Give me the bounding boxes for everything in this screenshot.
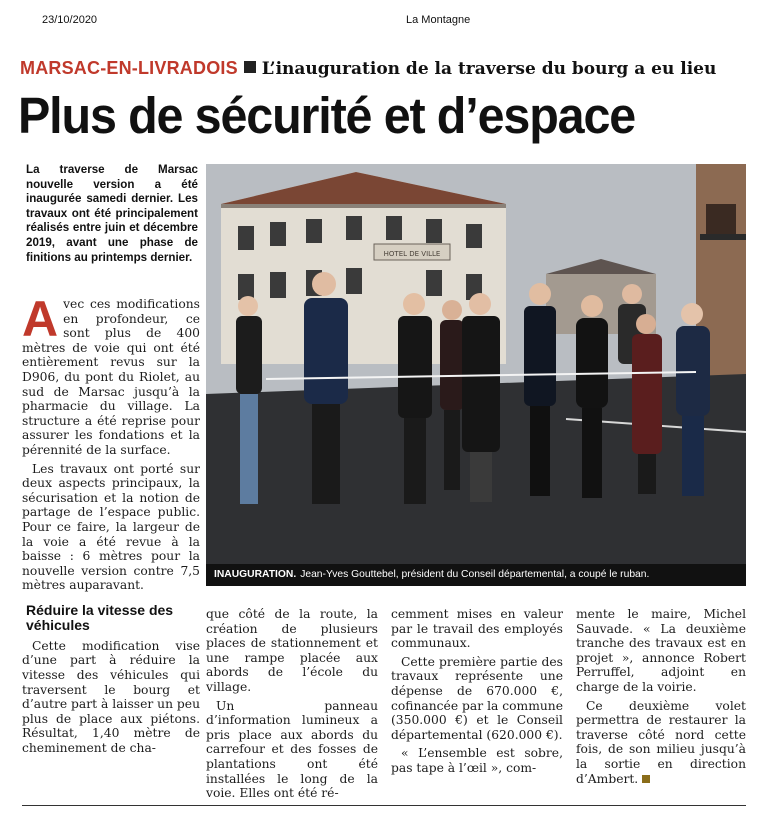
kicker-subtitle: L’inauguration de la traverse du bourg a eu lieu — [261, 59, 717, 79]
end-mark-icon — [642, 775, 650, 783]
kicker-place: MARSAC-EN-LIVRADOIS — [20, 58, 238, 78]
drop-cap: A — [22, 291, 59, 347]
article-column-3 — [391, 607, 563, 776]
col2-paragraph-1: que côté de la route, la création de plusieurs places de stationnement et une rampe placée aux abords de l’école du village. — [206, 607, 378, 694]
kicker-square-icon — [244, 61, 256, 73]
photo-illustration — [206, 164, 746, 564]
article-intro: La traverse de Marsac nouvelle version a été inaugurée samedi dernier. Les travaux ont été principalement réalisés entre juin et décembre 2019, avant une phase de finitions au printemps dernier. — [26, 163, 198, 264]
paragraph-1-text: vec ces modifications en profondeur, ce sont plus de 400 mètres de voie qui ont été entièrement revus sur la D906, du pont du Riolet, au sud de Marsac jusqu’à la pharmacie du village. La structure a été reprise pour assurer les fondations et la pérennité de la surface. — [22, 297, 200, 457]
page-header — [0, 14, 758, 30]
paragraph-1 — [22, 291, 200, 458]
article-headline: Plus de sécurité et d’espace — [18, 87, 636, 144]
article-kicker — [20, 58, 750, 84]
article-photo — [206, 164, 746, 586]
publication-name: La Montagne — [406, 14, 471, 26]
col4-paragraph-2 — [576, 699, 746, 787]
article-subheading: Réduire la vitesse des véhicules — [26, 601, 174, 633]
paragraph-3: Cette modification vise d’une part à réduire la vitesse des véhicules qui traversent le bourg et d’autre part à laisser un peu plus de place aux piétons. Résultat, 1,40 mètre de cheminement de cha- — [22, 638, 200, 756]
caption-text: Jean-Yves Gouttebel, président du Conseil départemental, a coupé le ruban. — [300, 569, 650, 580]
col3-paragraph-1: cemment mises en valeur par le travail des employés communaux. — [391, 607, 563, 651]
print-date: 23/10/2020 — [42, 14, 98, 26]
col4-paragraph-2-text: Ce deuxième volet permettra de restaurer la traverse côté nord cette fois, de son milieu jusqu’à la sortie en direction d’Ambert. — [576, 698, 746, 786]
article-column-2 — [206, 607, 378, 801]
caption-label: INAUGURATION. — [214, 569, 297, 580]
col2-paragraph-2: Un panneau d’information lumineux a pris place aux abords du carrefour et des fosses de plantations ont été installées le long de la voie. Elles ont été ré- — [206, 698, 378, 801]
col4-paragraph-1: mente le maire, Michel Sauvade. « La deuxième tranche des travaux est en projet », annonce Robert Perruffel, adjoint en charge de la voirie. — [576, 607, 746, 694]
col3-paragraph-2: Cette première partie des travaux représente une dépense de 670.000 €, cofinancée par la commune (350.000 €) et le Conseil départemental (620.000 €). — [391, 654, 563, 742]
town-hall-sign: HOTEL DE VILLE — [383, 250, 441, 258]
col3-paragraph-3: « L’ensemble est sobre, pas tape à l’œil », com- — [391, 746, 563, 775]
photo-caption — [206, 564, 746, 586]
article-column-4 — [576, 607, 746, 786]
article-column-1 — [22, 291, 200, 756]
bottom-rule — [22, 805, 746, 806]
paragraph-2: Les travaux ont porté sur deux aspects principaux, la sécurisation et la notion de partage de l’espace public. Pour ce faire, la largeur de la voie a été revue à la baisse : 6 mètres pour la nouvelle version contre 7,5 mètres auparavant. — [22, 461, 200, 593]
